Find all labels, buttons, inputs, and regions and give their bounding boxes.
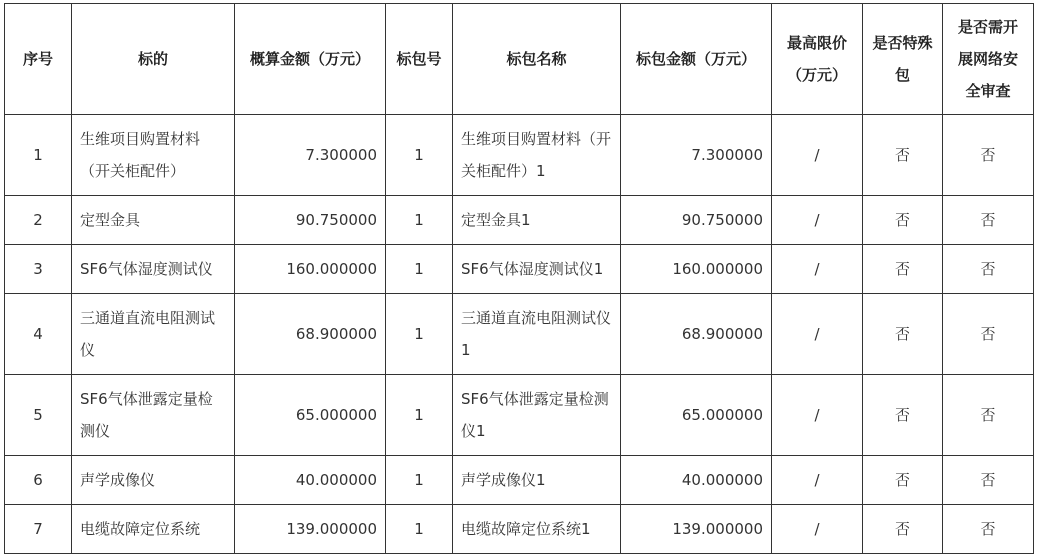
item-name: 生维项目购置材料（开关柜配件） xyxy=(72,115,235,196)
security-review: 否 xyxy=(943,375,1034,456)
header-row xyxy=(5,4,1034,115)
table-row xyxy=(5,245,1034,294)
package-name: 三通道直流电阻测试仪1 xyxy=(453,294,621,375)
package-amount: 90.750000 xyxy=(621,196,772,245)
package-number: 1 xyxy=(386,245,453,294)
row-number: 4 xyxy=(5,294,72,375)
package-name: SF6气体湿度测试仪1 xyxy=(453,245,621,294)
special-package: 否 xyxy=(863,196,943,245)
special-package: 否 xyxy=(863,375,943,456)
package-name: 电缆故障定位系统1 xyxy=(453,505,621,554)
max-price: / xyxy=(772,245,863,294)
table-row xyxy=(5,115,1034,196)
security-review: 否 xyxy=(943,245,1034,294)
package-name: 声学成像仪1 xyxy=(453,456,621,505)
table-row xyxy=(5,505,1034,554)
item-name: 三通道直流电阻测试仪 xyxy=(72,294,235,375)
package-number: 1 xyxy=(386,375,453,456)
package-number: 1 xyxy=(386,294,453,375)
header-cell: 标的 xyxy=(72,4,235,115)
row-number: 7 xyxy=(5,505,72,554)
tender-table xyxy=(4,3,1034,554)
package-amount: 40.000000 xyxy=(621,456,772,505)
special-package: 否 xyxy=(863,245,943,294)
package-number: 1 xyxy=(386,196,453,245)
budget-amount: 40.000000 xyxy=(235,456,386,505)
security-review: 否 xyxy=(943,294,1034,375)
security-review: 否 xyxy=(943,196,1034,245)
package-number: 1 xyxy=(386,505,453,554)
row-number: 6 xyxy=(5,456,72,505)
package-amount: 7.300000 xyxy=(621,115,772,196)
package-name: SF6气体泄露定量检测仪1 xyxy=(453,375,621,456)
max-price: / xyxy=(772,115,863,196)
security-review: 否 xyxy=(943,456,1034,505)
package-name: 生维项目购置材料（开关柜配件）1 xyxy=(453,115,621,196)
special-package: 否 xyxy=(863,294,943,375)
budget-amount: 139.000000 xyxy=(235,505,386,554)
budget-amount: 160.000000 xyxy=(235,245,386,294)
table-row xyxy=(5,294,1034,375)
table-row xyxy=(5,375,1034,456)
header-cell: 标包名称 xyxy=(453,4,621,115)
special-package: 否 xyxy=(863,456,943,505)
header-cell: 最高限价（万元） xyxy=(772,4,863,115)
item-name: SF6气体湿度测试仪 xyxy=(72,245,235,294)
row-number: 3 xyxy=(5,245,72,294)
header-cell: 是否特殊包 xyxy=(863,4,943,115)
package-amount: 65.000000 xyxy=(621,375,772,456)
package-amount: 68.900000 xyxy=(621,294,772,375)
security-review: 否 xyxy=(943,115,1034,196)
special-package: 否 xyxy=(863,505,943,554)
budget-amount: 90.750000 xyxy=(235,196,386,245)
budget-amount: 65.000000 xyxy=(235,375,386,456)
header-cell: 标包金额（万元） xyxy=(621,4,772,115)
max-price: / xyxy=(772,456,863,505)
package-amount: 160.000000 xyxy=(621,245,772,294)
row-number: 1 xyxy=(5,115,72,196)
max-price: / xyxy=(772,375,863,456)
security-review: 否 xyxy=(943,505,1034,554)
header-cell: 概算金额（万元） xyxy=(235,4,386,115)
header-cell: 序号 xyxy=(5,4,72,115)
budget-amount: 7.300000 xyxy=(235,115,386,196)
budget-amount: 68.900000 xyxy=(235,294,386,375)
item-name: 定型金具 xyxy=(72,196,235,245)
max-price: / xyxy=(772,294,863,375)
package-number: 1 xyxy=(386,456,453,505)
header-cell: 是否需开展网络安全审查 xyxy=(943,4,1034,115)
item-name: 电缆故障定位系统 xyxy=(72,505,235,554)
table-row xyxy=(5,456,1034,505)
item-name: 声学成像仪 xyxy=(72,456,235,505)
item-name: SF6气体泄露定量检测仪 xyxy=(72,375,235,456)
row-number: 2 xyxy=(5,196,72,245)
table-row xyxy=(5,196,1034,245)
row-number: 5 xyxy=(5,375,72,456)
max-price: / xyxy=(772,196,863,245)
package-number: 1 xyxy=(386,115,453,196)
special-package: 否 xyxy=(863,115,943,196)
header-cell: 标包号 xyxy=(386,4,453,115)
package-amount: 139.000000 xyxy=(621,505,772,554)
max-price: / xyxy=(772,505,863,554)
package-name: 定型金具1 xyxy=(453,196,621,245)
